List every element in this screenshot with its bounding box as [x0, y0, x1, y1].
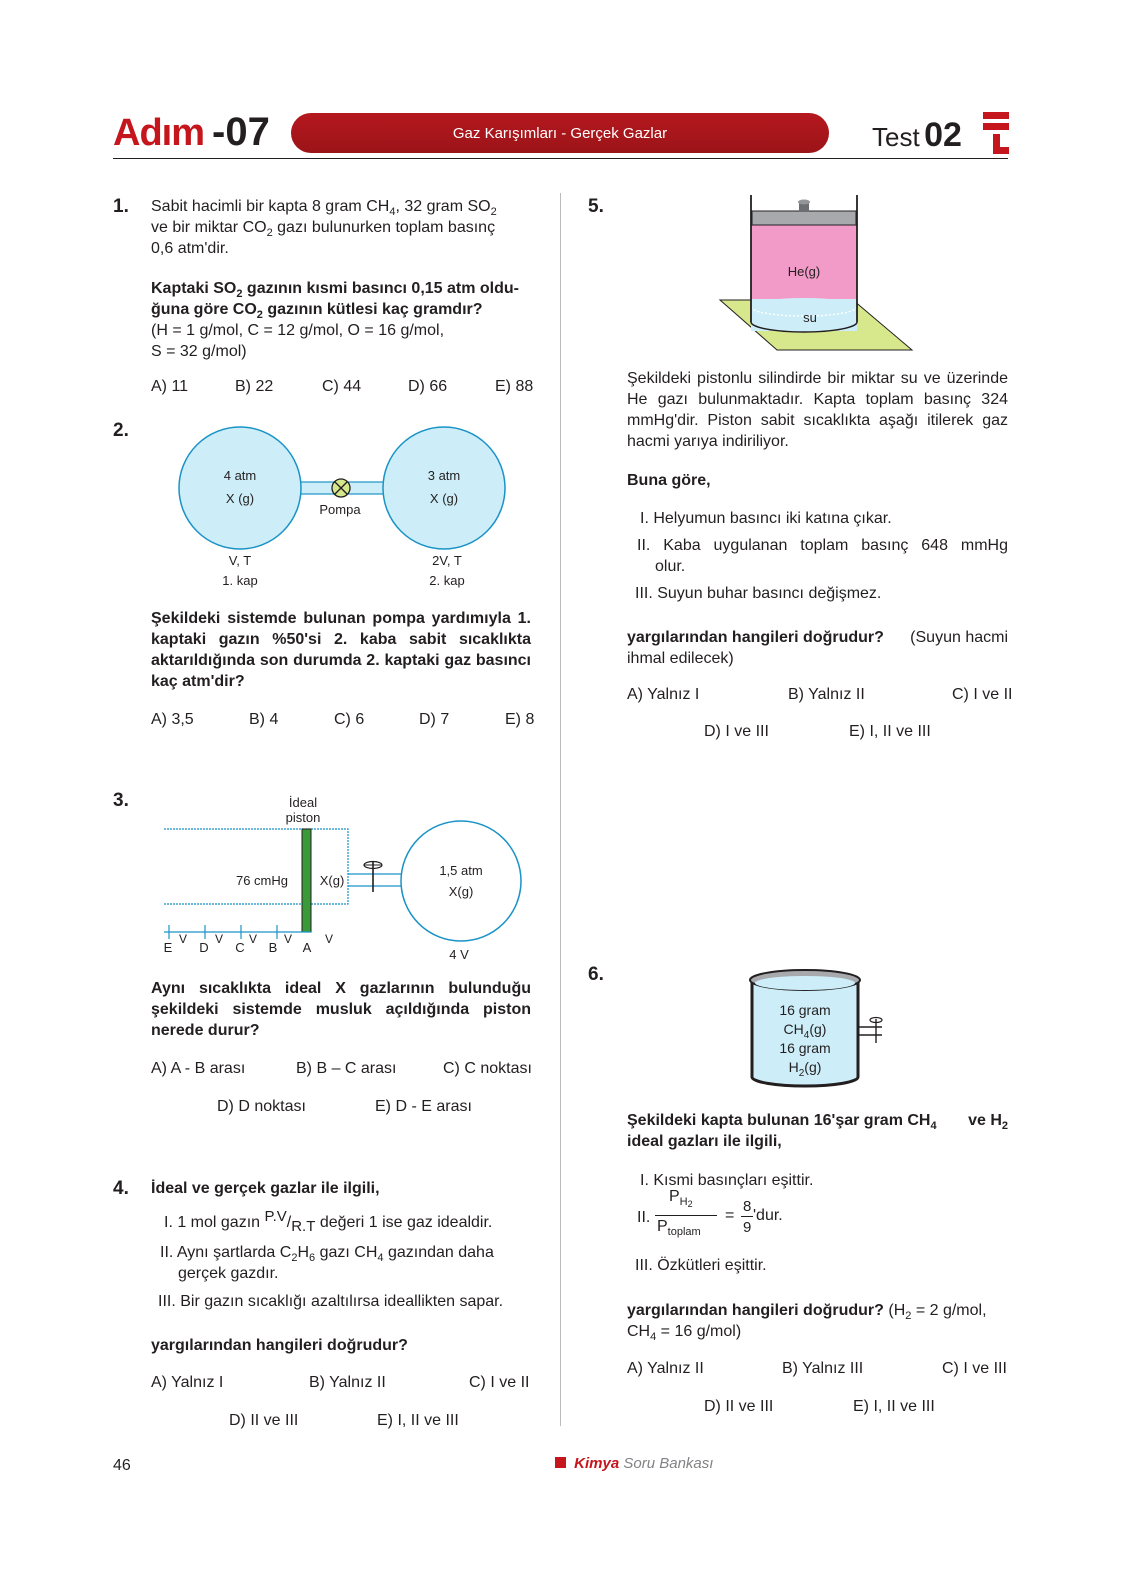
q2-left-vessel	[179, 427, 301, 549]
q6-option-c[interactable]: C) I ve III	[942, 1360, 1007, 1377]
q2-left-gas: X (g)	[225, 491, 255, 506]
brand-mark-icon	[983, 112, 1011, 156]
pump-icon	[332, 479, 350, 497]
q2-question: Şekildeki sistemde bulunan pompa yardımıyla 1. kaptaki gazın %50'si 2. kaba sabit sıcaklıkta aktarıldığında son durumda 2. kaptaki gaz basıncı kaç atm'dir?	[151, 610, 531, 690]
q5-option-a[interactable]: A) Yalnız I	[627, 686, 700, 703]
q2-option-e[interactable]: E) 8	[505, 711, 535, 728]
test-badge	[872, 116, 962, 155]
topic-title: Gaz Karışımları - Gerçek Gazlar	[452, 124, 668, 142]
q3-cylinder	[164, 829, 348, 904]
q6-option-e[interactable]: E) I, II ve III	[853, 1398, 935, 1415]
q4-number: 4.	[113, 1178, 129, 1199]
q3-v-2: V	[214, 932, 224, 946]
q5-number: 5.	[588, 196, 604, 217]
q2-option-c[interactable]: C) 6	[334, 711, 365, 728]
q2-left-pressure: 4 atm	[223, 468, 257, 483]
q6-ii-eq: =	[725, 1207, 735, 1224]
q3-question: Aynı sıcaklıkta ideal X gazlarının bulunduğu şekildeki sistemde musluk açıldığında piston nerede durur?	[151, 980, 531, 1039]
q5-statement-ii-a: II. Kaba uygulanan toplam basınç 648 mmHg	[637, 537, 1008, 554]
q3-right-vessel	[401, 821, 521, 941]
q2-right-gas: X (g)	[429, 491, 459, 506]
q5-water-label: su	[803, 310, 817, 325]
q6-stem	[627, 1110, 1008, 1152]
q3-option-b[interactable]: B) B – C arası	[296, 1060, 397, 1077]
q3-piston	[302, 829, 311, 932]
q6-statement-ii	[637, 1188, 783, 1248]
page-number: 46	[113, 1457, 131, 1474]
q3-v-5: V	[324, 932, 334, 946]
q2-right-vessel	[383, 427, 505, 549]
q5-statement-ii-b: olur.	[655, 558, 686, 575]
piston-knob-icon	[798, 200, 810, 213]
q3-number: 3.	[113, 790, 129, 811]
q6-ii-frac-num: 8	[743, 1198, 752, 1215]
q3-option-a[interactable]: A) A - B arası	[151, 1060, 246, 1077]
q5-option-e[interactable]: E) I, II ve III	[849, 723, 931, 740]
q2-right-vt: 2V, T	[432, 553, 462, 568]
q4-ii-line2: gerçek gazdır.	[178, 1265, 279, 1282]
q1-option-d[interactable]: D) 66	[408, 378, 448, 395]
q5-note-b: ihmal edilecek)	[627, 650, 734, 667]
q3-diagram	[160, 790, 530, 970]
test-number: 02	[924, 116, 962, 154]
q3-piston-label-2: piston	[285, 810, 321, 825]
q5-gas-label: He(g)	[787, 264, 821, 279]
q4-option-b[interactable]: B) Yalnız II	[309, 1374, 386, 1391]
q6-option-d[interactable]: D) II ve III	[704, 1398, 774, 1415]
q6-option-a[interactable]: A) Yalnız II	[627, 1360, 704, 1377]
q1-line2: ve bir miktar $CO_2$ gazı bulunurken toplam basınç	[151, 219, 496, 239]
q3-v-3: V	[248, 932, 258, 946]
q4-option-d[interactable]: D) II ve III	[229, 1412, 299, 1429]
q6-ii-bar	[655, 1215, 717, 1216]
q6-label-4: $H_2(g)$	[788, 1059, 822, 1079]
q1-option-b[interactable]: B) 22	[235, 378, 274, 395]
q2-left-name: 1. kap	[222, 573, 258, 588]
q3-tube	[348, 874, 403, 886]
q6-question	[627, 1300, 1008, 1342]
q5-statement-i: I. Helyumun basıncı iki katına çıkar.	[640, 510, 892, 527]
q6-ii-suffix: 'dur.	[753, 1207, 783, 1224]
q6-question-line2: $CH_4 = 16$ g/mol)	[627, 1323, 742, 1343]
q5-note-a: (Suyun hacmi	[910, 629, 1008, 646]
footer-subject: Kimya	[574, 1455, 620, 1472]
q3-option-c[interactable]: C) C noktası	[443, 1060, 532, 1077]
q6-ii-frac-den: 9	[743, 1219, 752, 1236]
q6-stem-line1: Şekildeki kapta bulunan 16'şar gram $CH_4$ ve $H_2$	[627, 1112, 1008, 1132]
q6-option-b[interactable]: B) Yalnız III	[782, 1360, 864, 1377]
q3-option-e[interactable]: E) D - E arası	[375, 1098, 472, 1115]
q3-piston-label-1: İdeal	[288, 795, 318, 810]
test-label: Test	[872, 122, 920, 152]
q2-right-name: 2. kap	[429, 573, 465, 588]
q4-statement-i: I. 1 mol gazın $^{P.V}/_{R.T}$ değeri 1 ise gaz idealdir.	[164, 1208, 493, 1235]
q5-option-d[interactable]: D) I ve III	[704, 723, 769, 740]
q6-statement-iii: III. Özkütleri eşittir.	[635, 1257, 767, 1274]
q5-option-c[interactable]: C) I ve II	[952, 686, 1013, 703]
q6-ii-den: $P_{toplam}$	[657, 1218, 701, 1238]
q5-text: Şekildeki pistonlu silindirde bir miktar su ve üzerinde He gazı bulunmaktadır. Kapta toplam basınç 324 mmHg'dir. Piston sabit sıcaklıkta aşağı itilerek gaz hacmi yarıya indiriliyor.	[627, 370, 1008, 450]
q3-right-gas: X(g)	[448, 884, 474, 899]
q3-mark-c: C	[235, 940, 245, 955]
q2-option-b[interactable]: B) 4	[249, 711, 279, 728]
q5-question-line	[627, 627, 1008, 648]
q1-line3: 0,6 atm'dir.	[151, 240, 229, 257]
q2-number: 2.	[113, 420, 129, 441]
q1-masses2: S = 32 g/mol)	[151, 343, 247, 360]
q3-mark-e: E	[163, 940, 173, 955]
q1-number: 1.	[113, 196, 129, 217]
q5-statement-iii: III. Suyun buhar basıncı değişmez.	[635, 585, 882, 602]
q2-right-pressure: 3 atm	[427, 468, 461, 483]
q3-mark-d: D	[199, 940, 209, 955]
q1-q-line2: ğuna göre $CO_2$ gazının kütlesi kaç gramdır?	[151, 301, 483, 321]
q2-option-d[interactable]: D) 7	[419, 711, 450, 728]
q6-question-line1: yargılarından hangileri doğrudur? ($H_2 = 2$ g/mol,	[627, 1302, 987, 1322]
q4-ii-line1: II. Aynı şartlarda $C_2H_6$ gazı $CH_4$ gazından daha	[160, 1244, 494, 1264]
q1-stem	[151, 196, 531, 259]
q2-pump-label: Pompa	[319, 502, 361, 517]
q5-lead: Buna göre,	[627, 472, 711, 489]
q1-option-a[interactable]: A) 11	[151, 378, 189, 395]
q3-v-1: V	[178, 932, 188, 946]
q1-line1: Sabit hacimli bir kapta 8 gram $CH_4$, 32 gram $SO_2$	[151, 198, 497, 218]
topic-bar	[291, 113, 829, 153]
q6-ii-num: $P_{H_2}$	[669, 1188, 693, 1209]
q5-option-b[interactable]: B) Yalnız II	[788, 686, 865, 703]
q6-label-2: $CH_4(g)$	[783, 1021, 827, 1041]
q2-left-vt: V, T	[228, 553, 252, 568]
q2-diagram	[170, 425, 530, 595]
q6-ii-label: II.	[637, 1209, 651, 1226]
q1-masses: (H = 1 g/mol, C = 12 g/mol, O = 16 g/mol,	[151, 322, 445, 339]
q4-option-a[interactable]: A) Yalnız I	[151, 1374, 224, 1391]
footer-title: Soru Bankası	[623, 1455, 714, 1472]
q4-statement-ii	[160, 1242, 532, 1284]
q6-label-1: 16 gram	[779, 1002, 831, 1018]
q5-question: yargılarından hangileri doğrudur?	[627, 629, 884, 646]
q3-mark-a: A	[302, 940, 312, 955]
q2-option-a[interactable]: A) 3,5	[151, 711, 194, 728]
q1-question	[151, 278, 531, 362]
square-icon	[555, 1457, 566, 1468]
q3-v-4: V	[283, 932, 293, 946]
q3-right-pressure: 1,5 atm	[439, 863, 483, 878]
q4-option-c[interactable]: C) I ve II	[469, 1374, 530, 1391]
header-rule	[113, 158, 1008, 159]
q6-diagram	[745, 965, 890, 1095]
q4-statement-iii: III. Bir gazın sıcaklığı azaltılırsa ideallikten sapar.	[158, 1293, 504, 1310]
q6-label-3: 16 gram	[779, 1040, 831, 1056]
brand-logo: Adım	[113, 112, 204, 154]
q5-piston	[752, 211, 856, 225]
q3-option-d[interactable]: D) D noktası	[217, 1098, 306, 1115]
q3-mark-b: B	[268, 940, 278, 955]
q3-right-volume: 4 V	[449, 947, 469, 962]
q4-option-e[interactable]: E) I, II ve III	[377, 1412, 459, 1429]
valve-icon	[858, 1018, 882, 1044]
q5-diagram	[715, 195, 920, 355]
unit-number: -07	[212, 110, 270, 154]
q4-stem: İdeal ve gerçek gazlar ile ilgili,	[151, 1180, 380, 1197]
footer-book	[555, 1455, 713, 1472]
q6-number: 6.	[588, 964, 604, 985]
q6-stem-line2: ideal gazları ile ilgili,	[627, 1133, 782, 1150]
q3-gas-left: X(g)	[319, 873, 345, 888]
valve-icon	[364, 862, 382, 893]
q1-option-e[interactable]: E) 88	[495, 378, 534, 395]
q1-option-c[interactable]: C) 44	[322, 378, 362, 395]
column-divider	[560, 193, 561, 1426]
q6-ii-frac-bar	[741, 1216, 753, 1217]
q4-question: yargılarından hangileri doğrudur?	[151, 1337, 408, 1354]
q1-q-line1: Kaptaki $SO_2$ gazının kısmi basıncı 0,15 atm oldu-	[151, 280, 519, 300]
q3-pressure: 76 cmHg	[235, 873, 289, 888]
q6-statement-i: I. Kısmi basınçları eşittir.	[640, 1172, 814, 1189]
